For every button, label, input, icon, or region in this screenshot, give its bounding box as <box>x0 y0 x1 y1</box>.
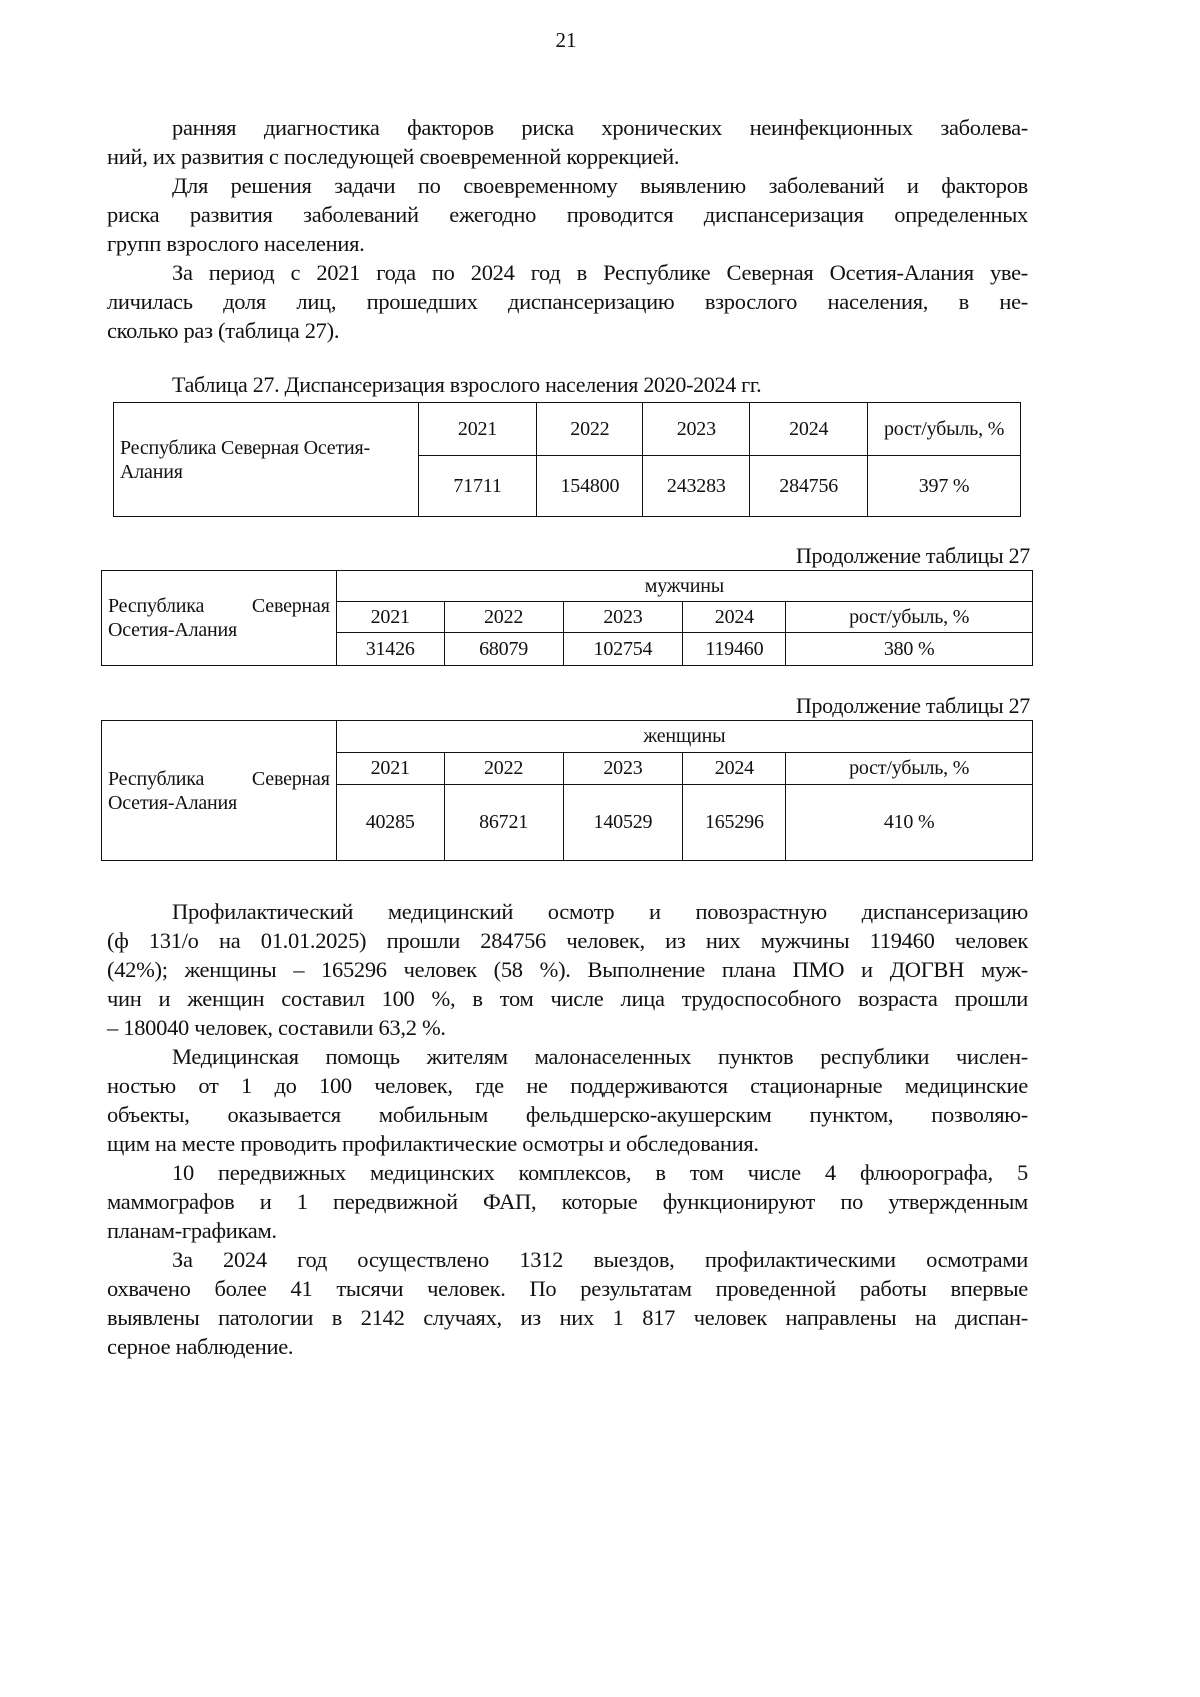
text-line: Медицинская помощь жителям малонаселенных пунктов республики числен- <box>172 1044 1028 1069</box>
value-cell: 71711 <box>418 456 537 517</box>
table-27-caption: Таблица 27. Диспансеризация взрослого населения 2020-2024 гг. <box>172 372 762 397</box>
text-line: ний, их развития с последующей своевременной коррекцией. <box>107 144 680 169</box>
growth-header: рост/убыль, % <box>868 403 1021 456</box>
year-header: 2021 <box>336 753 444 785</box>
text-line: личилась доля лиц, прошедших диспансеризацию взрослого населения, в не- <box>107 289 1028 314</box>
page-number: 21 <box>555 28 577 52</box>
value-cell: 243283 <box>643 456 750 517</box>
value-cell: 154800 <box>537 456 643 517</box>
text-line: охвачено более 41 тысячи человек. По результатам проведенной работы впервые <box>107 1276 1028 1301</box>
table-27-men <box>101 570 1033 666</box>
group-header: женщины <box>336 721 1032 753</box>
text-line: сколько раз (таблица 27). <box>107 318 340 343</box>
year-header: 2023 <box>563 602 683 633</box>
text-line: 10 передвижных медицинских комплексов, в том числе 4 флюорографа, 5 <box>172 1160 1028 1185</box>
text-line: За 2024 год осуществлено 1312 выездов, профилактическими осмотрами <box>172 1247 1028 1272</box>
year-header: 2022 <box>444 753 563 785</box>
value-cell: 102754 <box>563 633 683 666</box>
paragraph <box>107 897 1028 1042</box>
text-line: Для решения задачи по своевременному выявлению заболеваний и факторов <box>172 173 1028 198</box>
value-cell: 68079 <box>444 633 563 666</box>
region-cell: Республика Северная Осетия-Алания <box>102 721 337 861</box>
paragraph <box>107 113 1028 171</box>
growth-header: рост/убыль, % <box>786 753 1033 785</box>
year-header: 2022 <box>537 403 643 456</box>
year-header: 2023 <box>563 753 683 785</box>
text-line: щим на месте проводить профилактические осмотры и обследования. <box>107 1131 759 1156</box>
text-line: – 180040 человек, составили 63,2 %. <box>107 1015 446 1040</box>
text-line: (ф 131/о на 01.01.2025) прошли 284756 человек, из них мужчины 119460 человек <box>107 928 1028 953</box>
year-header: 2022 <box>444 602 563 633</box>
text-line: маммографов и 1 передвижной ФАП, которые функционируют по утвержденным <box>107 1189 1028 1214</box>
group-header: мужчины <box>336 571 1032 602</box>
value-cell: 31426 <box>336 633 444 666</box>
intro-text <box>107 113 1028 345</box>
text-line: Профилактический медицинский осмотр и повозрастную диспансеризацию <box>172 899 1028 924</box>
value-cell: 119460 <box>683 633 786 666</box>
value-cell: 140529 <box>563 785 683 861</box>
paragraph <box>107 258 1028 345</box>
table-27-women <box>101 720 1033 861</box>
text-line: планам-графикам. <box>107 1218 277 1243</box>
value-cell: 284756 <box>750 456 868 517</box>
year-header: 2023 <box>643 403 750 456</box>
growth-cell: 397 % <box>868 456 1021 517</box>
text-line: объекты, оказывается мобильным фельдшерско-акушерским пунктом, позволяю- <box>107 1102 1028 1127</box>
growth-cell: 410 % <box>786 785 1033 861</box>
value-cell: 165296 <box>683 785 786 861</box>
paragraph <box>107 1042 1028 1158</box>
text-line: За период с 2021 года по 2024 год в Республике Северная Осетия-Алания уве- <box>172 260 1028 285</box>
text-line: ранняя диагностика факторов риска хронических неинфекционных заболева- <box>172 115 1028 140</box>
year-header: 2024 <box>683 753 786 785</box>
paragraph <box>107 1158 1028 1245</box>
year-header: 2021 <box>418 403 537 456</box>
paragraph <box>107 171 1028 258</box>
table-header-row <box>114 403 1021 456</box>
value-cell: 86721 <box>444 785 563 861</box>
region-cell: Республика Северная Осетия-Алания <box>114 403 419 517</box>
year-header: 2024 <box>683 602 786 633</box>
table-continuation-caption: Продолжение таблицы 27 <box>795 693 1030 718</box>
growth-cell: 380 % <box>786 633 1033 666</box>
text-line: групп взрослого населения. <box>107 231 365 256</box>
paragraph <box>107 1245 1028 1361</box>
table-continuation-caption: Продолжение таблицы 27 <box>795 543 1030 568</box>
text-line: серное наблюдение. <box>107 1334 294 1359</box>
body-text <box>107 897 1028 1361</box>
region-cell: Республика Северная Осетия-Алания <box>102 571 337 666</box>
year-header: 2021 <box>336 602 444 633</box>
year-header: 2024 <box>750 403 868 456</box>
value-cell: 40285 <box>336 785 444 861</box>
text-line: ностью от 1 до 100 человек, где не поддерживаются стационарные медицинские <box>107 1073 1028 1098</box>
table-27 <box>113 402 1021 517</box>
text-line: чин и женщин составил 100 %, в том числе лица трудоспособного возраста прошли <box>107 986 1028 1011</box>
text-line: риска развития заболеваний ежегодно проводится диспансеризация определенных <box>107 202 1028 227</box>
text-line: (42%); женщины – 165296 человек (58 %). Выполнение плана ПМО и ДОГВН муж- <box>107 957 1028 982</box>
text-line: выявлены патологии в 2142 случаях, из них 1 817 человек направлены на диспан- <box>107 1305 1028 1330</box>
growth-header: рост/убыль, % <box>786 602 1033 633</box>
